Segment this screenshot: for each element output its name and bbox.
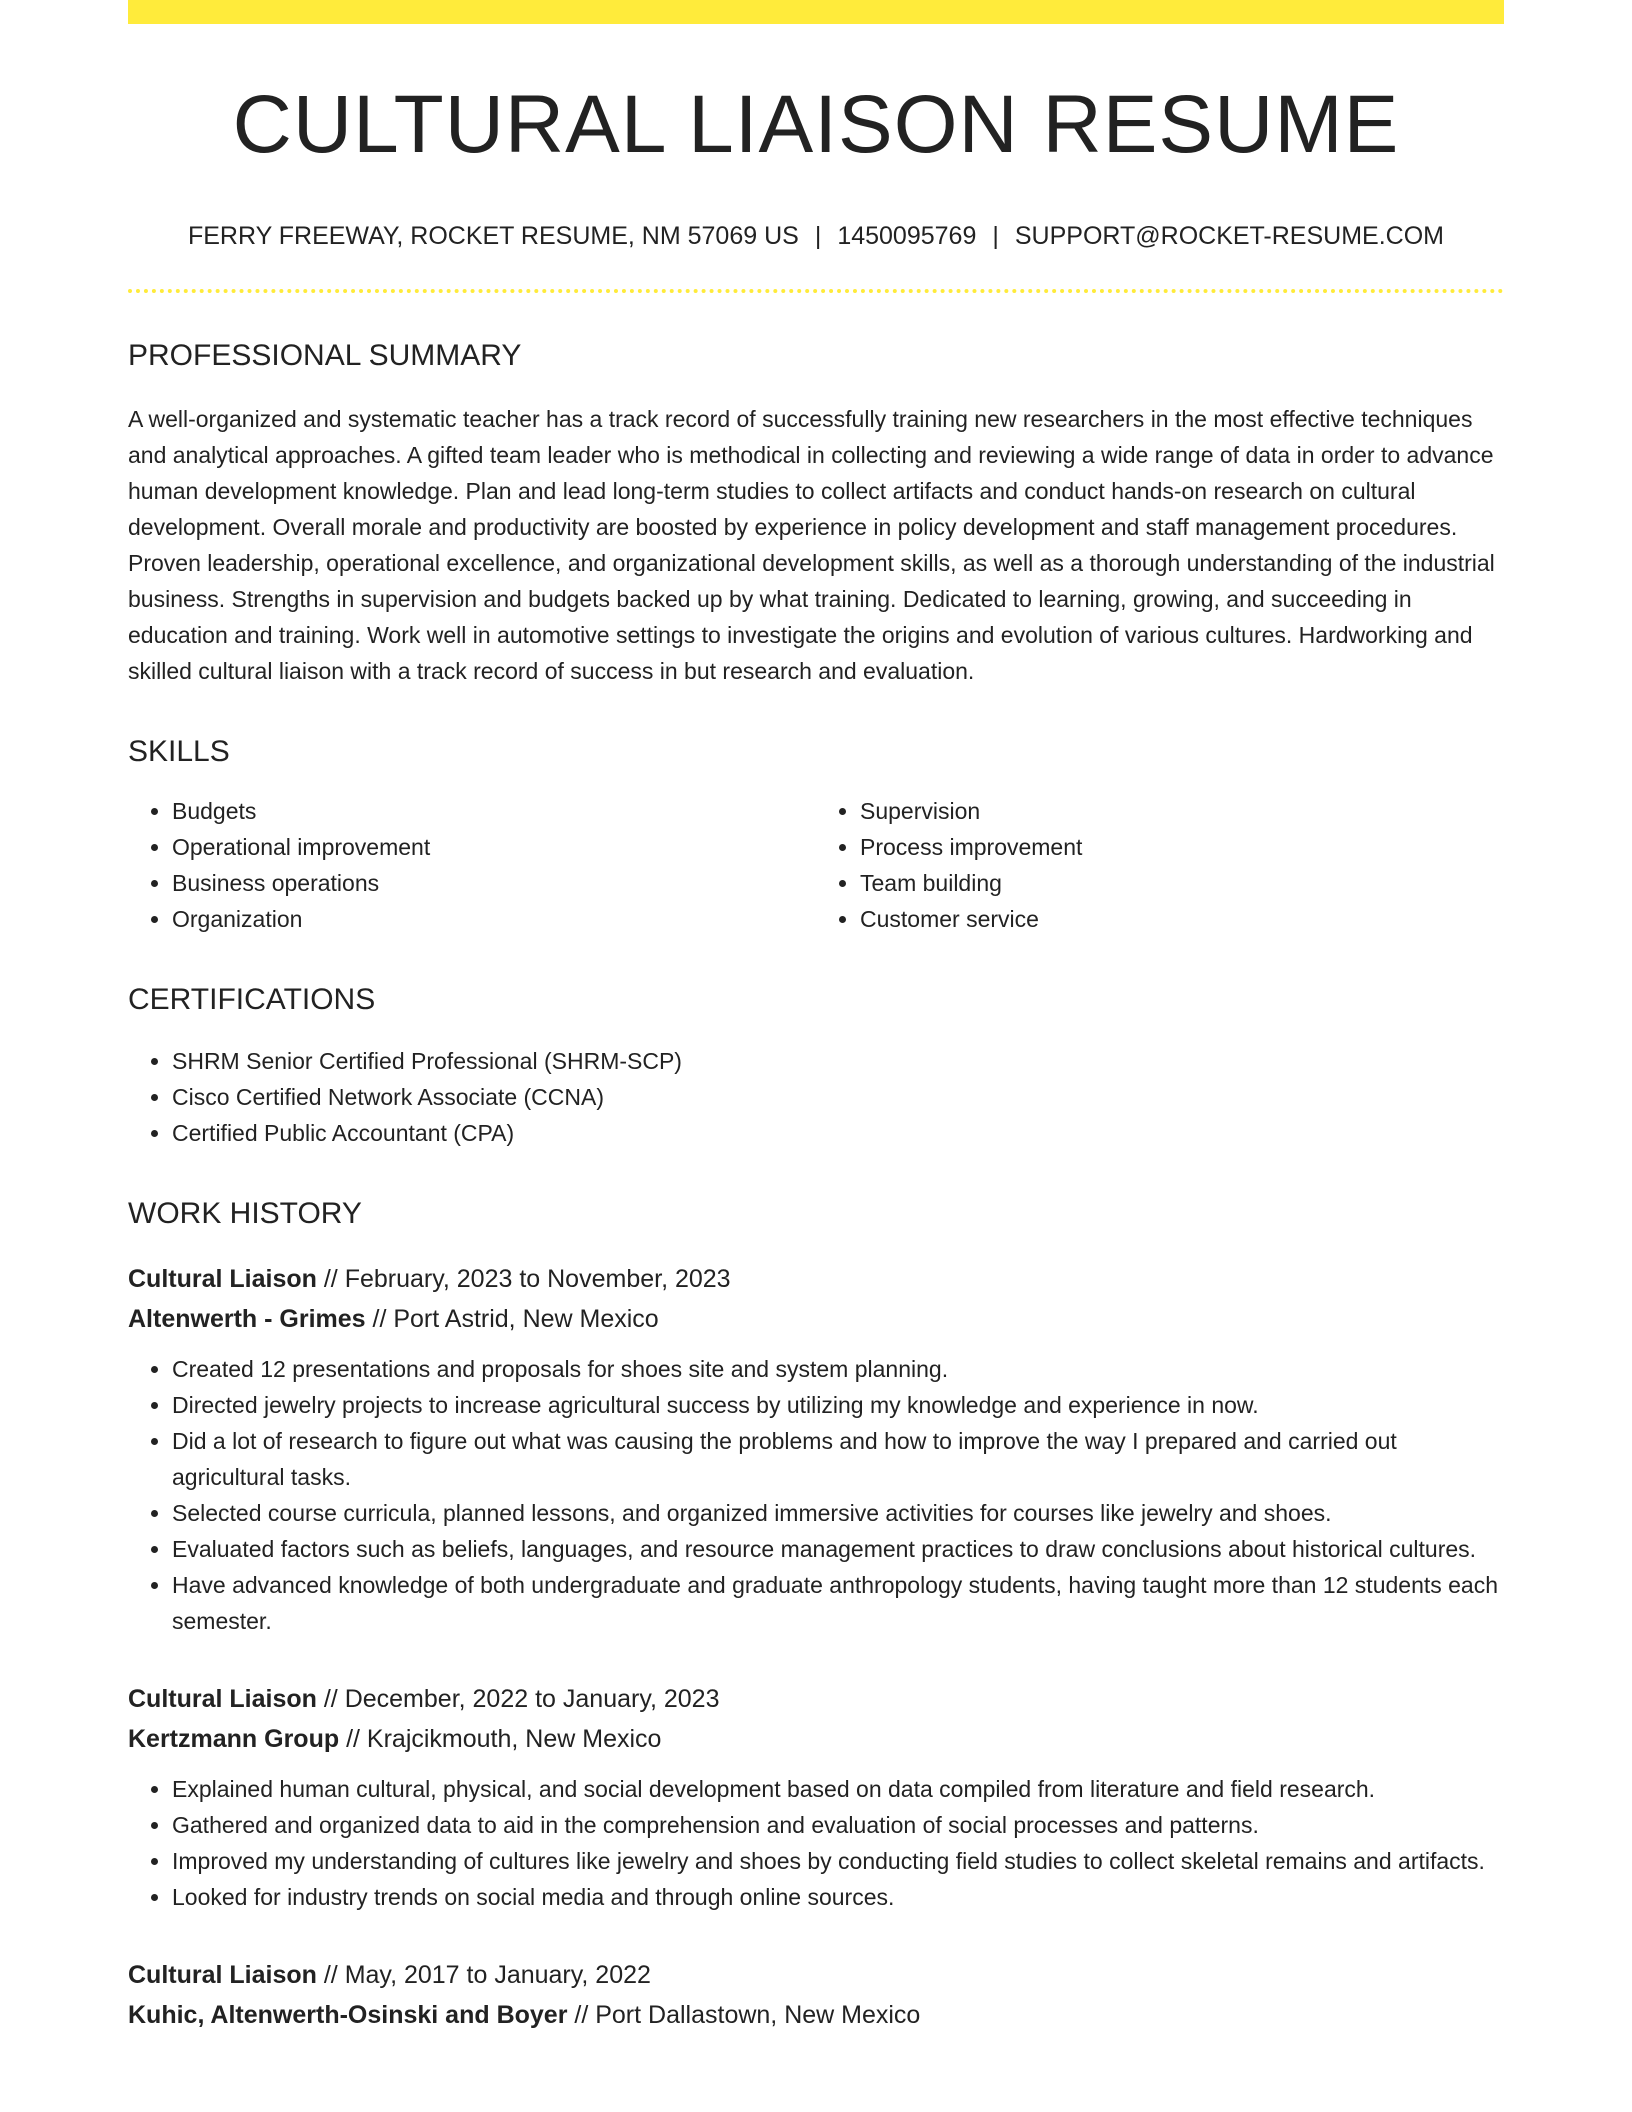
skill-item: • Customer service [860, 901, 1504, 937]
resume-title: CULTURAL LIAISON RESUME [232, 79, 1400, 170]
contact-line [128, 224, 1504, 249]
job-title: Cultural Liaison [128, 1265, 317, 1293]
job-title-line [128, 1955, 1504, 1995]
accent-bar [128, 0, 1504, 24]
job-entry [128, 1955, 1504, 2035]
skill-item: • Budgets [172, 793, 816, 829]
separator: | [814, 222, 822, 250]
phone: 1450095769 [837, 222, 977, 250]
job-dates: // December, 2022 to January, 2023 [323, 1685, 720, 1713]
job-title-line [128, 1259, 1504, 1299]
job-company-line [128, 1995, 1504, 2035]
certification-item: • Cisco Certified Network Associate (CCNA) [172, 1079, 1504, 1115]
job-bullet: • Gathered and organized data to aid in the comprehension and evaluation of social processes and patterns. [172, 1807, 1504, 1843]
certification-item: • Certified Public Accountant (CPA) [172, 1115, 1504, 1151]
job-company-line [128, 1719, 1504, 1759]
job-bullets [128, 1351, 1504, 1639]
job-bullet: • Created 12 presentations and proposals for shoes site and system planning. [172, 1351, 1504, 1387]
job-bullet: • Looked for industry trends on social media and through online sources. [172, 1879, 1504, 1915]
job-bullet: • Have advanced knowledge of both undergraduate and graduate anthropology students, having taught more than 12 students each semester. [172, 1567, 1504, 1639]
job-bullet: • Selected course curricula, planned lessons, and organized immersive activities for courses like jewelry and shoes. [172, 1495, 1504, 1531]
job-entry [128, 1259, 1504, 1639]
job-bullet: • Improved my understanding of cultures like jewelry and shoes by conducting field studies to collect skeletal remains and artifacts. [172, 1843, 1504, 1879]
job-location: // Port Astrid, New Mexico [372, 1305, 659, 1333]
skills-left-list [128, 793, 816, 937]
job-dates: // February, 2023 to November, 2023 [323, 1265, 731, 1293]
job-location: // Port Dallastown, New Mexico [574, 2001, 921, 2029]
work-history-heading: WORK HISTORY [128, 1197, 362, 1230]
job-title-line [128, 1679, 1504, 1719]
certifications-list [128, 1043, 1504, 1151]
job-bullet: • Evaluated factors such as beliefs, languages, and resource management practices to draw conclusions about historical cultures. [172, 1531, 1504, 1567]
job-title: Cultural Liaison [128, 1685, 317, 1713]
job-company: Kuhic, Altenwerth-Osinski and Boyer [128, 2001, 568, 2029]
certifications-heading: CERTIFICATIONS [128, 983, 376, 1016]
summary-heading: PROFESSIONAL SUMMARY [128, 339, 522, 372]
job-dates: // May, 2017 to January, 2022 [323, 1961, 651, 1989]
job-company-line [128, 1299, 1504, 1339]
email: SUPPORT@ROCKET-RESUME.COM [1014, 222, 1444, 250]
dotted-divider [128, 289, 1504, 293]
skill-item: • Organization [172, 901, 816, 937]
job-title: Cultural Liaison [128, 1961, 317, 1989]
job-bullet: • Explained human cultural, physical, and social development based on data compiled from literature and field research. [172, 1771, 1504, 1807]
job-location: // Krajcikmouth, New Mexico [346, 1725, 662, 1753]
resume-page [128, 0, 1504, 2035]
skills-columns [128, 793, 1504, 937]
summary-text: A well-organized and systematic teacher has a track record of successfully training new researchers in the most effective techniques and analytical approaches. A gifted team leader who is methodical in collecting and reviewing a wide range of data in order to advance human development knowledge. Plan and lead long-term studies to collect artifacts and conduct hands-on research on cultural development. Overall morale and productivity are boosted by experience in policy development and staff management procedures. Proven leadership, operational excellence, and organizational development skills, as well as a thorough understanding of the industrial business. Strengths in supervision and budgets backed up by what training. Dedicated to learning, growing, and succeeding in education and training. Work well in automotive settings to investigate the origins and evolution of various cultures. Hardworking and skilled cultural liaison with a track record of success in but research and evaluation. [128, 406, 1495, 684]
skill-item: • Business operations [172, 865, 816, 901]
certification-item: • SHRM Senior Certified Professional (SHRM-SCP) [172, 1043, 1504, 1079]
job-company: Kertzmann Group [128, 1725, 340, 1753]
skill-item: • Process improvement [860, 829, 1504, 865]
skills-right-list [816, 793, 1504, 937]
job-bullet: • Did a lot of research to figure out what was causing the problems and how to improve the way I prepared and carried out agricultural tasks. [172, 1423, 1504, 1495]
skill-item: • Operational improvement [172, 829, 816, 865]
job-entry [128, 1679, 1504, 1915]
job-bullet: • Directed jewelry projects to increase agricultural success by utilizing my knowledge and experience in now. [172, 1387, 1504, 1423]
skill-item: • Supervision [860, 793, 1504, 829]
skill-item: • Team building [860, 865, 1504, 901]
job-company: Altenwerth - Grimes [128, 1305, 366, 1333]
job-bullets [128, 1771, 1504, 1915]
skills-heading: SKILLS [128, 735, 230, 768]
separator: | [992, 222, 999, 250]
address: FERRY FREEWAY, ROCKET RESUME, NM 57069 US [187, 222, 799, 250]
